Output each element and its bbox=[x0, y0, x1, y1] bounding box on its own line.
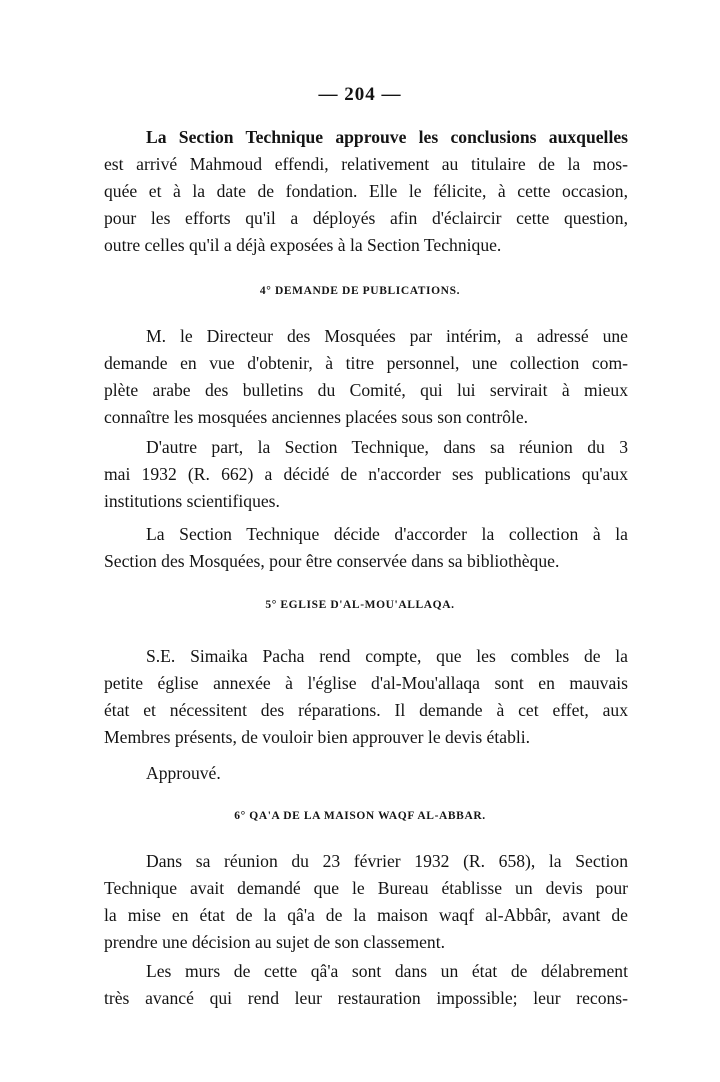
intro-paragraph bbox=[104, 124, 628, 259]
section-heading-5: 5° EGLISE D'AL-MOU'ALLAQA. bbox=[265, 599, 455, 611]
text-line: Section des Mosquées, pour être conservée dans sa bibliothèque. bbox=[104, 551, 560, 571]
text-line: plète arabe des bulletins du Comité, qui lui servirait à mieux bbox=[104, 380, 628, 400]
text-line: D'autre part, la Section Technique, dans sa réunion du 3 bbox=[146, 437, 628, 457]
text-line: institutions scientifiques. bbox=[104, 491, 280, 511]
text-line: outre celles qu'il a déjà exposées à la Section Technique. bbox=[104, 235, 502, 255]
qaa-paragraph-1 bbox=[104, 848, 628, 956]
text-line: mai 1932 (R. 662) a décidé de n'accorder ses publications qu'aux bbox=[104, 464, 628, 484]
text-line: connaître les mosquées anciennes placées sous son contrôle. bbox=[104, 407, 529, 427]
text-line: Dans sa réunion du 23 février 1932 (R. 658), la Section bbox=[146, 851, 628, 871]
demande-paragraph-2 bbox=[104, 434, 628, 515]
text-line: petite église annexée à l'église d'al-Mou'allaqa sont en mauvais bbox=[104, 673, 628, 693]
eglise-paragraph-2 bbox=[104, 760, 628, 787]
text-line: quée et à la date de fondation. Elle le félicite, à cette occasion, bbox=[104, 181, 628, 201]
text-line: très avancé qui rend leur restauration impossible; leur recons- bbox=[104, 988, 628, 1008]
text-line: La Section Technique décide d'accorder la collection à la bbox=[146, 524, 628, 544]
text-line: Les murs de cette qâ'a sont dans un état de délabrement bbox=[146, 961, 628, 981]
text-line: La Section Technique approuve les conclusions auxquelles bbox=[146, 127, 628, 147]
section-heading-6: 6° QA'A DE LA MAISON WAQF AL-ABBAR. bbox=[234, 810, 486, 822]
text-line: la mise en état de la qâ'a de la maison waqf al-Abbâr, avant de bbox=[104, 905, 628, 925]
section-heading-4: 4° DEMANDE DE PUBLICATIONS. bbox=[259, 285, 461, 297]
text-line: M. le Directeur des Mosquées par intérim, a adressé une bbox=[146, 326, 628, 346]
demande-paragraph-1 bbox=[104, 323, 628, 431]
text-line: demande en vue d'obtenir, à titre personnel, une collection com- bbox=[104, 353, 628, 373]
demande-paragraph-3 bbox=[104, 521, 628, 575]
eglise-paragraph-1 bbox=[104, 643, 628, 751]
text-line: état et nécessitent des réparations. Il demande à cet effet, aux bbox=[104, 700, 628, 720]
text-line: Technique avait demandé que le Bureau établisse un devis pour bbox=[104, 878, 628, 898]
qaa-paragraph-2 bbox=[104, 958, 628, 1012]
text-line: Approuvé. bbox=[146, 763, 221, 783]
page-number: — 204 — bbox=[318, 84, 402, 105]
text-line: pour les efforts qu'il a déployés afin d'éclaircir cette question, bbox=[104, 208, 628, 228]
text-line: S.E. Simaika Pacha rend compte, que les combles de la bbox=[146, 646, 628, 666]
text-line: est arrivé Mahmoud effendi, relativement au titulaire de la mos- bbox=[104, 154, 628, 174]
text-line: prendre une décision au sujet de son classement. bbox=[104, 932, 446, 952]
text-line: Membres présents, de vouloir bien approuver le devis établi. bbox=[104, 727, 531, 747]
